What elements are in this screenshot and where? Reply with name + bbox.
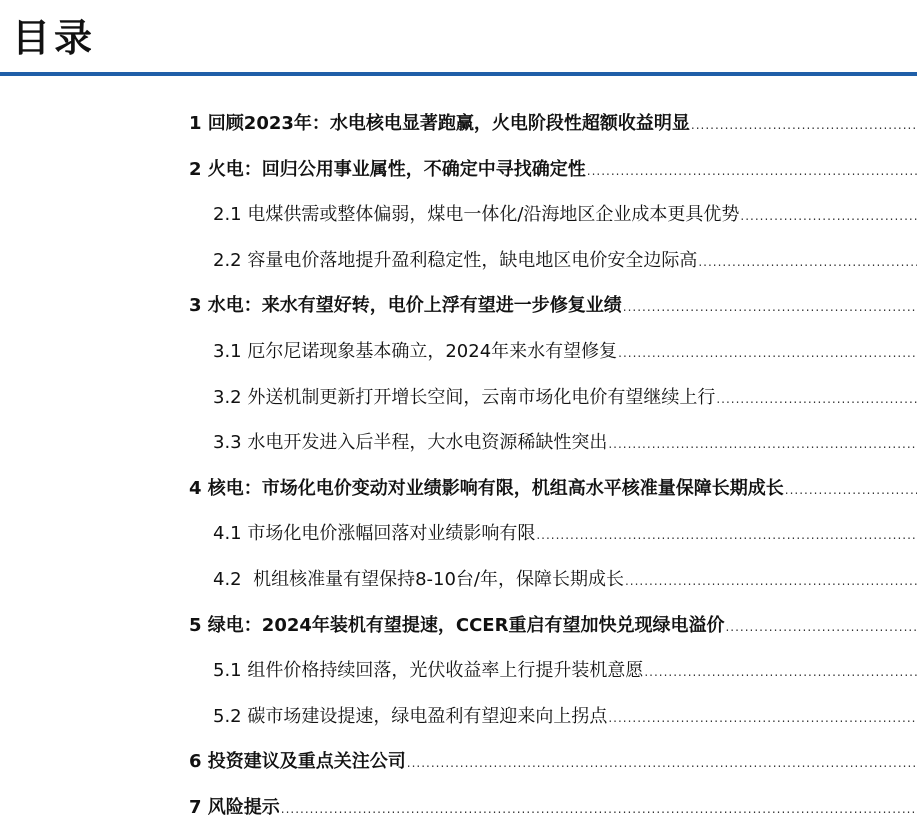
toc-entry-label: 2.1 电煤供需或整体偏弱，煤电一体化/沿海地区企业成本更具优势 bbox=[213, 204, 740, 226]
toc-entry-label: 3 水电：来水有望好转，电价上浮有望进一步修复业绩 bbox=[189, 295, 622, 317]
toc-entry-2-1[interactable] bbox=[0, 192, 917, 238]
toc-dot-leader bbox=[536, 513, 917, 557]
toc-entry-label: 2.2 容量电价落地提升盈利稳定性，缺电地区电价安全边际高 bbox=[213, 249, 698, 271]
toc-entry-label: 3.2 外送机制更新打开增长空间，云南市场化电价有望继续上行 bbox=[213, 386, 716, 408]
toc-entry-label: 5.1 组件价格持续回落，光伏收益率上行提升装机意愿 bbox=[213, 660, 644, 682]
toc-entry-6[interactable] bbox=[0, 739, 917, 785]
toc-entry-5-1[interactable] bbox=[0, 648, 917, 694]
toc-entry-3-2[interactable] bbox=[0, 375, 917, 421]
title-divider bbox=[0, 72, 917, 76]
toc-dot-leader bbox=[625, 559, 917, 603]
toc-entry-3-3[interactable] bbox=[0, 420, 917, 466]
toc-dot-leader bbox=[587, 149, 917, 193]
toc-dot-leader bbox=[716, 377, 917, 421]
toc-entry-label: 3.1 厄尔尼诺现象基本确立，2024年来水有望修复 bbox=[213, 340, 618, 362]
toc-dot-leader bbox=[785, 468, 917, 512]
toc-entry-label: 4.2 机组核准量有望保持8-10台/年，保障长期成长 bbox=[213, 568, 624, 590]
toc-dot-leader bbox=[691, 103, 917, 147]
toc-entry-label: 7 风险提示 bbox=[189, 796, 280, 818]
toc-entry-5[interactable] bbox=[0, 603, 917, 649]
toc-dot-leader bbox=[608, 696, 917, 740]
toc-entry-label: 2 火电：回归公用事业属性，不确定中寻找确定性 bbox=[189, 158, 586, 180]
toc-entry-4-1[interactable] bbox=[0, 511, 917, 557]
table-of-contents bbox=[0, 101, 917, 831]
toc-dot-leader bbox=[740, 194, 917, 238]
toc-dot-leader bbox=[725, 605, 917, 649]
toc-dot-leader bbox=[281, 787, 917, 831]
toc-entry-3-1[interactable] bbox=[0, 329, 917, 375]
toc-entry-4-2[interactable] bbox=[0, 557, 917, 603]
toc-dot-leader bbox=[623, 285, 917, 329]
toc-dot-leader bbox=[644, 650, 917, 694]
toc-entry-7[interactable] bbox=[0, 785, 917, 831]
toc-entry-4[interactable] bbox=[0, 466, 917, 512]
page-title: 目录 bbox=[12, 16, 97, 60]
toc-entry-label: 4 核电：市场化电价变动对业绩影响有限，机组高水平核准量保障长期成长 bbox=[189, 477, 784, 499]
toc-entry-label: 3.3 水电开发进入后半程，大水电资源稀缺性突出 bbox=[213, 432, 608, 454]
toc-dot-leader bbox=[618, 331, 917, 375]
toc-entry-2-2[interactable] bbox=[0, 238, 917, 284]
toc-entry-label: 5 绿电：2024年装机有望提速，CCER重启有望加快兑现绿电溢价 bbox=[189, 614, 725, 636]
toc-dot-leader bbox=[407, 741, 917, 785]
toc-dot-leader bbox=[698, 240, 917, 284]
toc-entry-label: 4.1 市场化电价涨幅回落对业绩影响有限 bbox=[213, 523, 536, 545]
toc-entry-1[interactable] bbox=[0, 101, 917, 147]
toc-entry-label: 6 投资建议及重点关注公司 bbox=[189, 751, 406, 773]
toc-entry-2[interactable] bbox=[0, 147, 917, 193]
toc-entry-label: 5.2 碳市场建设提速，绿电盈利有望迎来向上拐点 bbox=[213, 705, 608, 727]
toc-entry-5-2[interactable] bbox=[0, 694, 917, 740]
toc-entry-label: 1 回顾2023年：水电核电显著跑赢，火电阶段性超额收益明显 bbox=[189, 113, 690, 134]
toc-dot-leader bbox=[608, 422, 917, 466]
toc-entry-3[interactable] bbox=[0, 283, 917, 329]
